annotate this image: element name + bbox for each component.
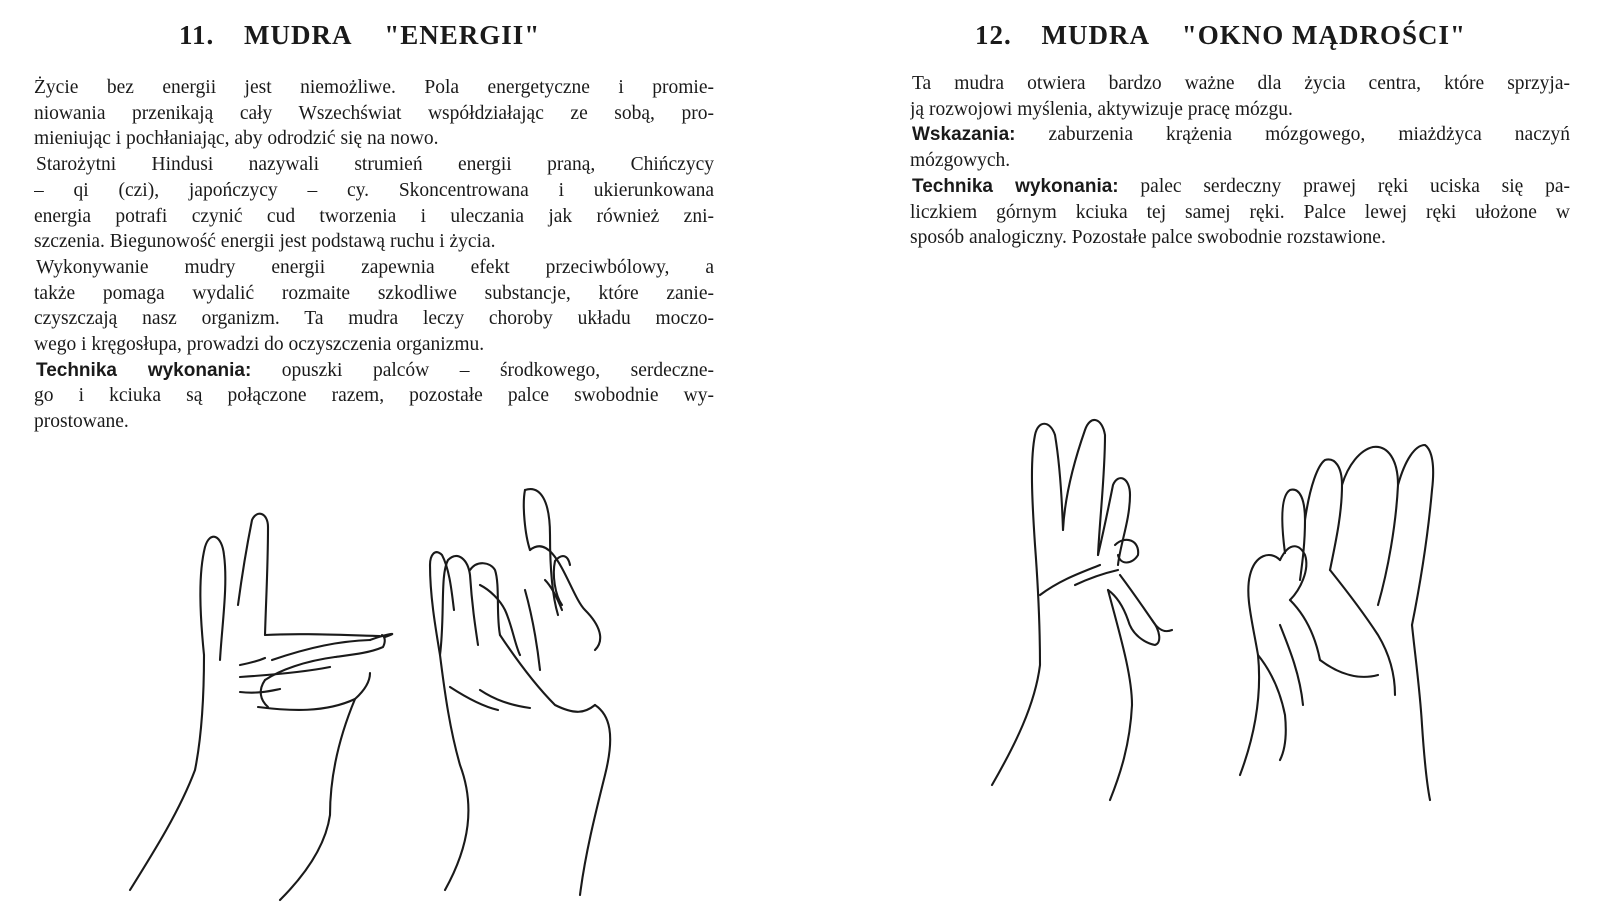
right-body-text <box>910 71 1570 251</box>
text-line: mieniując i pochłaniając, aby odrodzić się na nowo. <box>34 128 439 150</box>
technique-line <box>34 358 714 384</box>
left-heading <box>34 20 714 51</box>
text-line: czyszczają nasz organizm. Ta mudra leczy choroby układu moczo- <box>34 308 714 330</box>
text-line: niowania przenikają cały Wszechświat współdziałając ze sobą, pro- <box>34 102 714 124</box>
wisdom-window-mudra-illustration <box>980 405 1560 805</box>
text-line: – qi (czi), japończycy – cy. Skoncentrowana i ukierunkowana <box>34 179 714 201</box>
technique-text: palec serdeczny prawej ręki uciska się pa- <box>1140 175 1570 197</box>
left-hand-drawing <box>992 420 1172 800</box>
indications-line <box>910 122 1570 148</box>
text-line: mózgowych. <box>910 150 1011 172</box>
text-line: ją rozwojowi myślenia, aktywizuje pracę mózgu. <box>910 98 1293 120</box>
text-line: Ta mudra otwiera bardzo ważne dla życia centra, które sprzyja- <box>912 73 1570 94</box>
text-line: szczenia. Biegunowość energii jest podstawą ruchu i życia. <box>34 231 496 253</box>
left-heading-name: "ENERGII" <box>384 20 541 50</box>
text-line: wego i kręgosłupa, prowadzi do oczyszczenia organizmu. <box>34 334 485 356</box>
text-line: także pomaga wydalić rozmaite szkodliwe substancje, które zanie- <box>34 282 714 304</box>
indications-text: zaburzenia krążenia mózgowego, miażdżyca naczyń <box>1048 124 1570 146</box>
text-line: energia potrafi czynić cud tworzenia i uleczania jak również zni- <box>34 205 714 227</box>
text-line: prostowane. <box>34 411 129 433</box>
technique-line <box>910 174 1570 200</box>
right-heading-word: MUDRA <box>1041 20 1150 50</box>
text-line: liczkiem górnym kciuka tej samej ręki. Palce lewej ręki ułożone w <box>910 201 1570 223</box>
indications-label: Wskazania: <box>912 124 1016 146</box>
text-line: Starożytni Hindusi nazywali strumień energii praną, Chińczycy <box>36 154 714 176</box>
right-heading-number: 12. <box>975 20 1012 50</box>
energy-mudra-illustration <box>100 475 660 905</box>
left-body-text <box>34 75 714 435</box>
left-heading-number: 11. <box>179 20 215 50</box>
right-page <box>910 0 1590 251</box>
right-heading <box>910 20 1590 51</box>
left-page <box>34 0 714 435</box>
text-line: Życie bez energii jest niemożliwe. Pola energetyczne i promie- <box>34 77 714 98</box>
right-hand-drawing <box>430 489 610 895</box>
text-line: sposób analogiczny. Pozostałe palce swobodnie rozstawione. <box>910 227 1386 249</box>
left-heading-word: MUDRA <box>244 20 353 50</box>
right-hand-drawing <box>1240 445 1433 800</box>
technique-text: opuszki palców – środkowego, serdeczne- <box>281 359 714 381</box>
left-hand-drawing <box>130 514 392 900</box>
technique-label: Technika wykonania: <box>912 175 1119 197</box>
technique-label: Technika wykonania: <box>36 359 252 381</box>
right-heading-name: "OKNO MĄDROŚCI" <box>1181 20 1466 50</box>
text-line: Wykonywanie mudry energii zapewnia efekt przeciwbólowy, a <box>36 256 714 278</box>
text-line: go i kciuka są połączone razem, pozostałe palce swobodnie wy- <box>34 385 714 407</box>
